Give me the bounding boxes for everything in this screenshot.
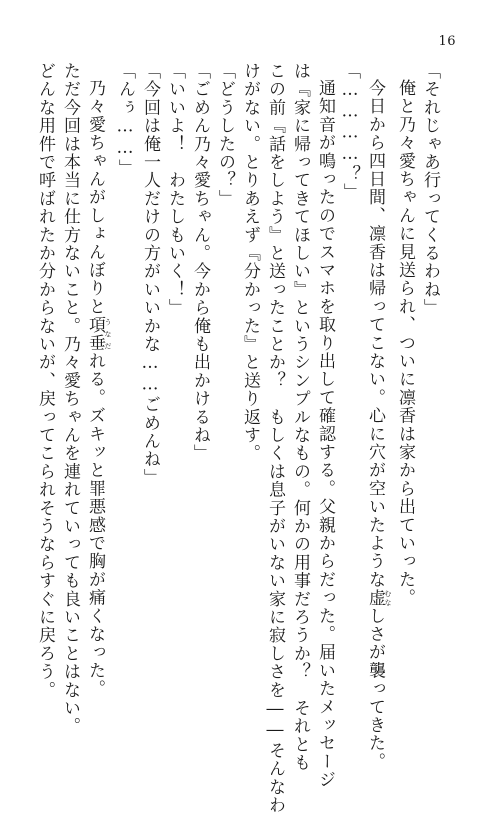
ruby-annotation: 虚 むな [365, 588, 392, 607]
text-line: 「いいよ！ わたしもいく！」 [165, 62, 185, 317]
text-line: ただ今回は本当に仕方ないこと。乃々愛ちゃんを連れていっても良いことはない。 [60, 62, 80, 736]
body-text [32, 62, 442, 814]
text-line: 「今回は俺一人だけの方がいいかな……ごめんね」 [140, 62, 160, 487]
text-line: は『家に帰ってきてほしい』というシンプルなもの。何かの用事だろうか？ それとも [290, 62, 310, 772]
text-line: どんな用件で呼ばれたか分からないが、戻ってこられそうならすぐに戻ろう。 [35, 62, 55, 699]
text-line: 今日から四日間、凛香は帰ってこない。心に穴が空いたような虚 むなしさが襲ってきた。 [365, 79, 392, 771]
text-line: 「…………？」 [340, 62, 360, 202]
ruby-annotation: 項垂 うなだ [85, 315, 112, 353]
text-line: 「それじゃあ行ってくるわね」 [420, 62, 440, 317]
text-line: 「ごめん乃々愛ちゃん。今から俺も出かけるね」 [190, 62, 210, 463]
text-line: 「どうしたの？」 [215, 62, 235, 208]
page-number: 16 [438, 34, 456, 49]
text-line: 俺と乃々愛ちゃんに見送られ、ついに凛香は家から出ていった。 [395, 79, 415, 607]
text-line: この前『話をしよう』と送ったことか？ もしくは息子がいない家に寂しさを――そんなわ [265, 62, 285, 814]
text-line: 乃々愛ちゃんがしょんぼりと項垂 うなだれる。ズキッと罪悪感で胸が痛くなった。 [85, 79, 112, 698]
text-line: けがない。とりあえず『分かった』と送り返す。 [240, 62, 260, 463]
text-line: 「んぅ……」 [115, 62, 135, 178]
text-line: 通知音が鳴ったのでスマホを取り出して確認する。父親からだった。届いたメッセージ [315, 79, 335, 789]
